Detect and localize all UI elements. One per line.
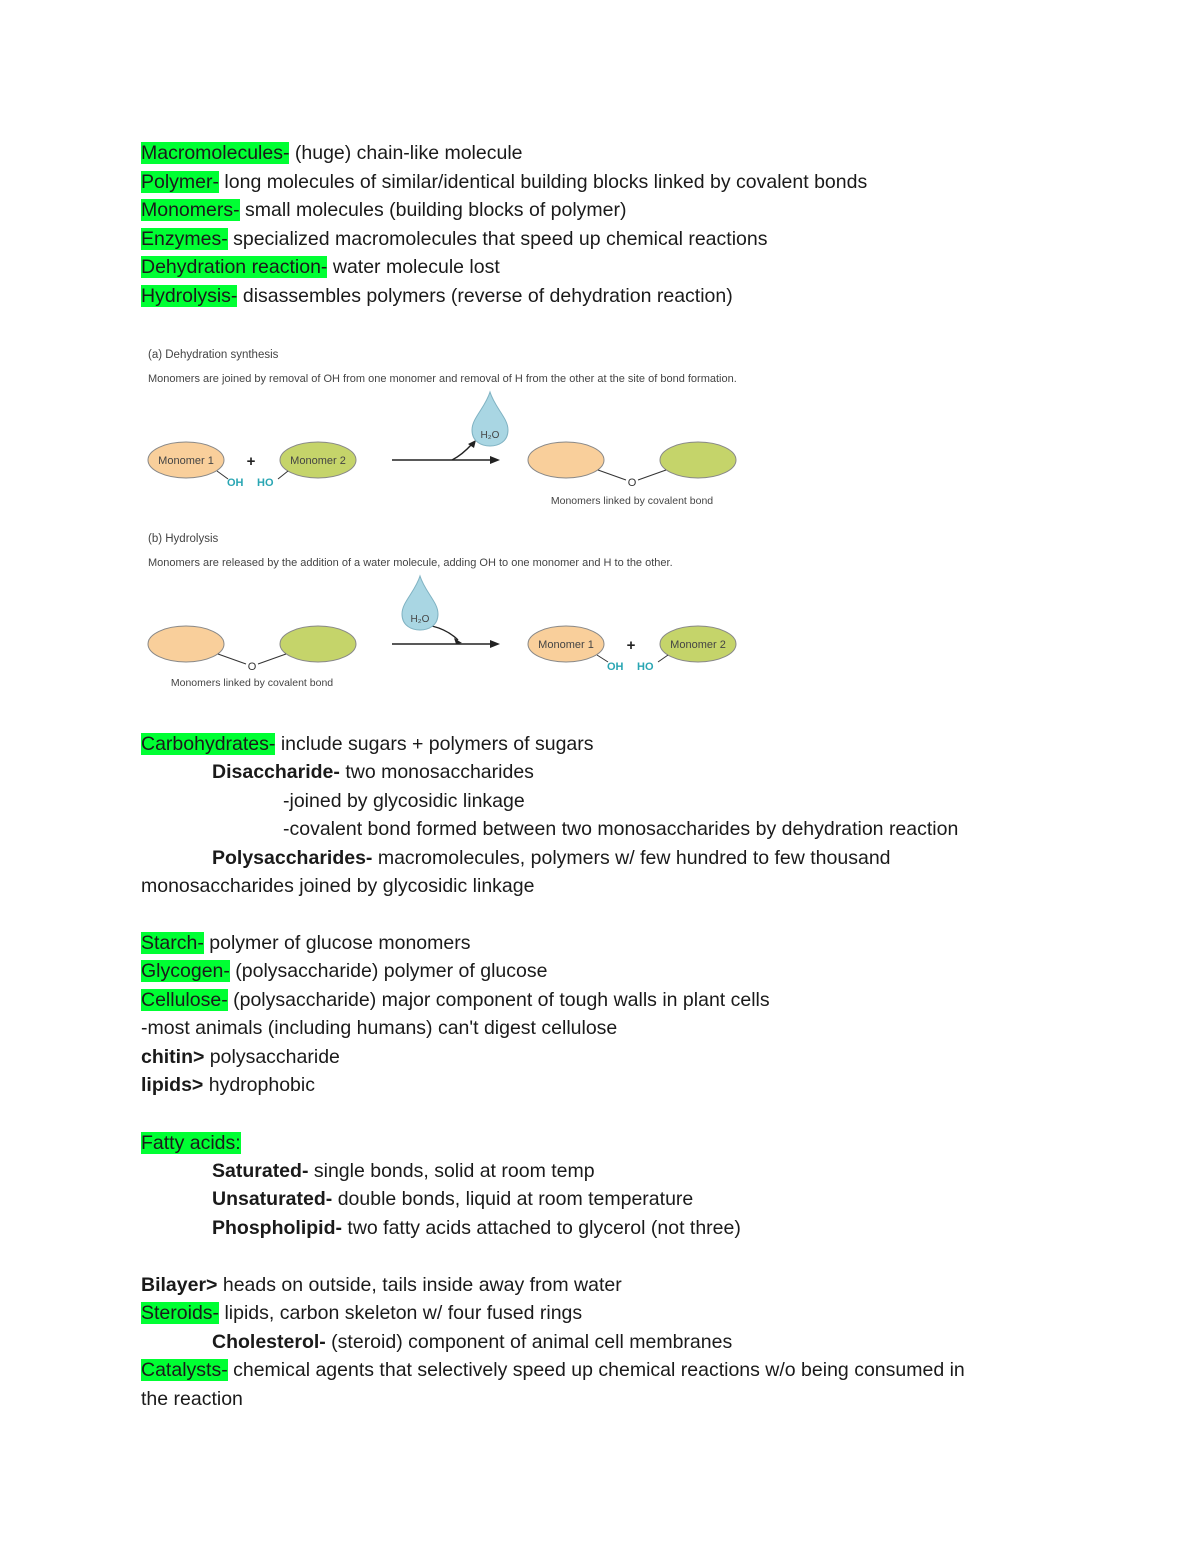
definition-cellulose — [141, 986, 770, 1014]
definition-text: hydrophobic — [203, 1074, 315, 1096]
definition-dehydration — [141, 253, 500, 281]
definition-text: long molecules of similar/identical building blocks linked by covalent bonds — [219, 171, 868, 193]
term-highlight: Steroids- — [141, 1302, 220, 1324]
covalent-bond-right — [638, 470, 666, 480]
definition-text: water molecule lost — [327, 256, 500, 278]
term-bold: Unsaturated- — [212, 1188, 333, 1210]
note-cellulose-digestion — [141, 1014, 617, 1042]
definition-glycogen — [141, 957, 547, 985]
polysaccharides-continued — [141, 872, 534, 900]
released-oh-label: OH — [607, 661, 624, 673]
plus-sign-b: + — [626, 637, 636, 654]
oxygen-label-a: O — [627, 477, 637, 489]
definition-text: chemical agents that selectively speed up chemical reactions w/o being consumed in — [227, 1359, 965, 1381]
arrowhead-b — [490, 640, 500, 648]
definition-text: macromolecules, polymers w/ few hundred to few thousand — [372, 847, 891, 869]
term-bold: Phospholipid- — [212, 1217, 342, 1239]
released-monomer2-label: Monomer 2 — [670, 639, 726, 651]
definition-polysaccharides — [212, 844, 891, 872]
released-monomer1-label: Monomer 1 — [538, 639, 594, 651]
plus-sign: + — [246, 453, 256, 470]
definition-text: (polysaccharide) major component of tough walls in plant cells — [227, 989, 770, 1011]
hydro-monomer2-ellipse — [280, 626, 356, 662]
term-highlight: Catalysts- — [141, 1359, 228, 1381]
definition-starch — [141, 929, 470, 957]
oxygen-label-b: O — [247, 661, 257, 673]
note-covalent-bond — [283, 815, 958, 843]
term-bold: chitin> — [141, 1046, 205, 1068]
term-highlight: Monomers- — [141, 199, 240, 221]
monomer1-label: Monomer 1 — [158, 455, 214, 467]
hydro-monomer1-ellipse — [148, 626, 224, 662]
definition-disaccharide — [212, 758, 534, 786]
definition-phospholipid — [212, 1214, 741, 1242]
definition-cholesterol — [212, 1328, 732, 1356]
released-ho-bond — [658, 655, 668, 662]
term-highlight: Cellulose- — [141, 989, 228, 1011]
arrowhead-a — [490, 456, 500, 464]
definition-bilayer — [141, 1271, 622, 1299]
definition-steroids — [141, 1299, 582, 1327]
term-highlight: Enzymes- — [141, 228, 228, 250]
definition-text: two fatty acids attached to glycerol (not three) — [341, 1217, 741, 1239]
term-bold: lipids> — [141, 1074, 204, 1096]
definition-macromolecules — [141, 139, 523, 167]
definition-text: specialized macromolecules that speed up chemical reactions — [227, 228, 768, 250]
definition-monomers — [141, 196, 627, 224]
note-text: -joined by glycosidic linkage — [283, 790, 525, 812]
term-highlight: Dehydration reaction- — [141, 256, 328, 278]
term-highlight: Glycogen- — [141, 960, 230, 982]
definition-text: the reaction — [141, 1388, 243, 1410]
definition-text: two monosaccharides — [339, 761, 534, 783]
term-bold: Saturated- — [212, 1160, 309, 1182]
released-ho-label: HO — [637, 661, 654, 673]
linked-monomer1-ellipse — [528, 442, 604, 478]
definition-hydrolysis — [141, 282, 733, 310]
definition-text: (huge) chain-like molecule — [289, 142, 523, 164]
term-highlight: Polymer- — [141, 171, 220, 193]
definition-text: include sugars + polymers of sugars — [275, 733, 594, 755]
term-highlight: Macromolecules- — [141, 142, 290, 164]
covalent-bond-left — [598, 470, 626, 480]
hydro-bond-left — [218, 654, 246, 664]
term-highlight: Hydrolysis- — [141, 285, 238, 307]
water-label-a: H₂O — [480, 430, 500, 441]
hydroxyl-label: OH — [227, 477, 244, 489]
definition-unsaturated — [212, 1185, 693, 1213]
linked-caption-a: Monomers linked by covalent bond — [550, 495, 714, 507]
ho-bond-line — [278, 471, 288, 479]
note-glycosidic-linkage — [283, 787, 525, 815]
linked-caption-b: Monomers linked by covalent bond — [170, 677, 334, 689]
term-bold: Polysaccharides- — [212, 847, 373, 869]
definition-text: double bonds, liquid at room temperature — [332, 1188, 694, 1210]
water-label-b: H₂O — [410, 614, 430, 625]
diagram-b-description: Monomers are released by the addition of a water molecule, adding OH to one monomer and H to the other. — [148, 557, 673, 569]
term-highlight: Fatty acids: — [141, 1132, 241, 1154]
note-text: -covalent bond formed between two monosaccharides by dehydration reaction — [283, 818, 959, 840]
water-addition-arrow — [432, 626, 458, 640]
term-highlight: Starch- — [141, 932, 204, 954]
diagram-svg — [140, 340, 780, 700]
term-bold: Bilayer> — [141, 1274, 218, 1296]
water-addition-arrowhead — [454, 638, 462, 644]
catalysts-continued — [141, 1385, 243, 1413]
definition-text: polysaccharide — [204, 1046, 340, 1068]
definition-enzymes — [141, 225, 767, 253]
diagram-a-description: Monomers are joined by removal of OH from one monomer and removal of H from the other at the site of bond formation. — [148, 373, 737, 385]
hydro-bond-right — [258, 654, 286, 664]
water-release-arrow — [452, 444, 472, 460]
diagram-a-title: (a) Dehydration synthesis — [148, 349, 279, 361]
note-text: -most animals (including humans) can't digest cellulose — [141, 1017, 618, 1039]
definition-text: heads on outside, tails inside away from water — [217, 1274, 622, 1296]
definition-text: polymer of glucose monomers — [203, 932, 471, 954]
diagram-b-title: (b) Hydrolysis — [148, 533, 219, 545]
term-bold: Cholesterol- — [212, 1331, 326, 1353]
definition-polymer — [141, 168, 867, 196]
term-bold: Disaccharide- — [212, 761, 340, 783]
linked-monomer2-ellipse — [660, 442, 736, 478]
monomer2-label: Monomer 2 — [290, 455, 346, 467]
definition-saturated — [212, 1157, 595, 1185]
definition-carbohydrates — [141, 730, 594, 758]
term-highlight: Carbohydrates- — [141, 733, 276, 755]
definition-text: (steroid) component of animal cell membranes — [325, 1331, 733, 1353]
definition-text: (polysaccharide) polymer of glucose — [229, 960, 548, 982]
definition-chitin — [141, 1043, 340, 1071]
definition-text: lipids, carbon skeleton w/ four fused rings — [219, 1302, 583, 1324]
definition-text: monosaccharides joined by glycosidic linkage — [141, 875, 535, 897]
ho-label: HO — [257, 477, 274, 489]
definition-catalysts — [141, 1356, 965, 1384]
definition-text: disassembles polymers (reverse of dehydration reaction) — [237, 285, 733, 307]
dehydration-hydrolysis-diagram — [140, 340, 780, 700]
definition-text: single bonds, solid at room temp — [308, 1160, 595, 1182]
definition-text: small molecules (building blocks of polymer) — [239, 199, 627, 221]
definition-lipids — [141, 1071, 315, 1099]
heading-fatty-acids — [141, 1129, 241, 1157]
